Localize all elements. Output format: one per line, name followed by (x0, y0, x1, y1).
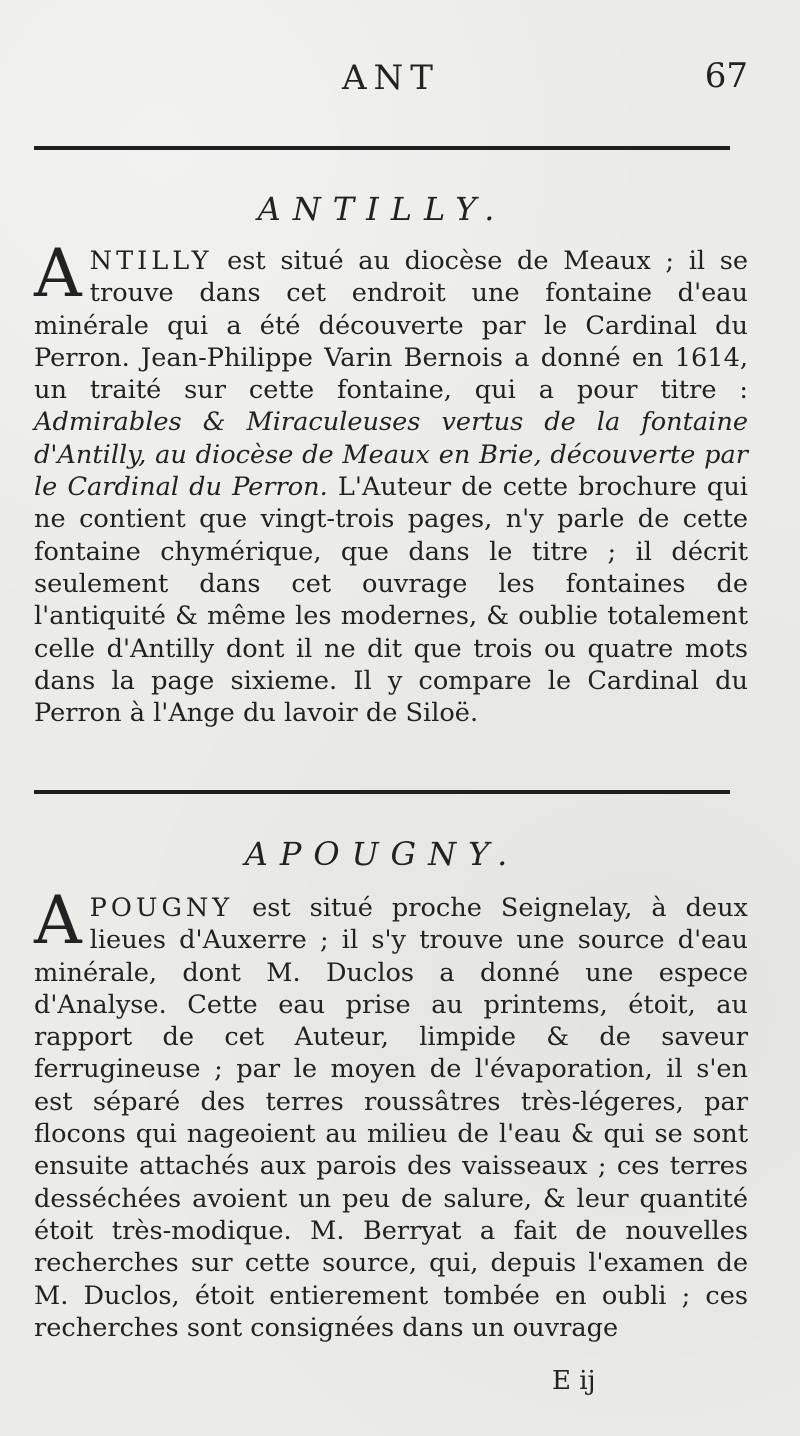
page-header (34, 58, 748, 100)
section-title-apougny: APOUGNY. (244, 835, 520, 873)
dropcap-apougny: A (34, 882, 82, 959)
section-text-apougny (34, 882, 748, 1344)
text-antilly-part-1: est situé au diocèse de Meaux ; il se trouve dans cet endroit une fontaine d'eau minérale qui a été découverte par le Cardinal du Perron. Jean-Philippe Varin Bernois a donné en 1614, un traité sur cette fontaine, qui a pour titre : (34, 246, 748, 406)
section-text-antilly (34, 235, 748, 729)
page-number: 67 (704, 56, 748, 96)
lead-caps-apougny: POUGNY (89, 893, 234, 923)
running-head: ANT (342, 58, 440, 98)
dropcap-antilly: A (34, 235, 82, 312)
text-apougny: est situé proche Seignelay, à deux lieues d'Auxerre ; il s'y trouve une source d'eau minérale, dont M. Duclos a donné une espece d'Analyse. Cette eau prise au printems, étoit, au rapport de cet Auteur, limpide & de saveur ferrugineuse ; par le moyen de l'évaporation, il s'en est séparé des terres roussâtres très-légeres, par flocons qui nageoient au milieu de l'eau & qui se sont ensuite attachés aux parois des vaisseaux ; ces terres desséchées avoient un peu de salure, & leur quantité étoit très-modique. M. Berryat a fait de nouvelles recherches sur cette source, qui, depuis l'examen de M. Duclos, étoit entierement tombée en oubli ; ces recherches sont consignées dans un ouvrage (34, 893, 748, 1343)
lead-caps-antilly: NTILLY (89, 246, 213, 276)
text-antilly-italic-title: Admirables & Miraculeuses vertus de la fontaine d'Antilly, au diocèse de Meaux en Brie, découverte par le Cardinal du Perron. (34, 407, 748, 503)
top-rule (34, 146, 730, 150)
section-title-antilly: ANTILLY. (257, 190, 507, 228)
printer-signature: E ij (552, 1366, 596, 1396)
middle-rule (34, 790, 730, 794)
text-antilly-part-2: L'Auteur de cette brochure qui ne contient que vingt-trois pages, n'y parle de cette fontaine chymérique, que dans le titre ; il décrit seulement dans cet ouvrage les fontaines de l'antiquité & même les modernes, & oublie totalement celle d'Antilly dont il ne dit que trois ou quatre mots dans la page sixieme. Il y compare le Cardinal du Perron à l'Ange du lavoir de Siloë. (34, 472, 748, 729)
